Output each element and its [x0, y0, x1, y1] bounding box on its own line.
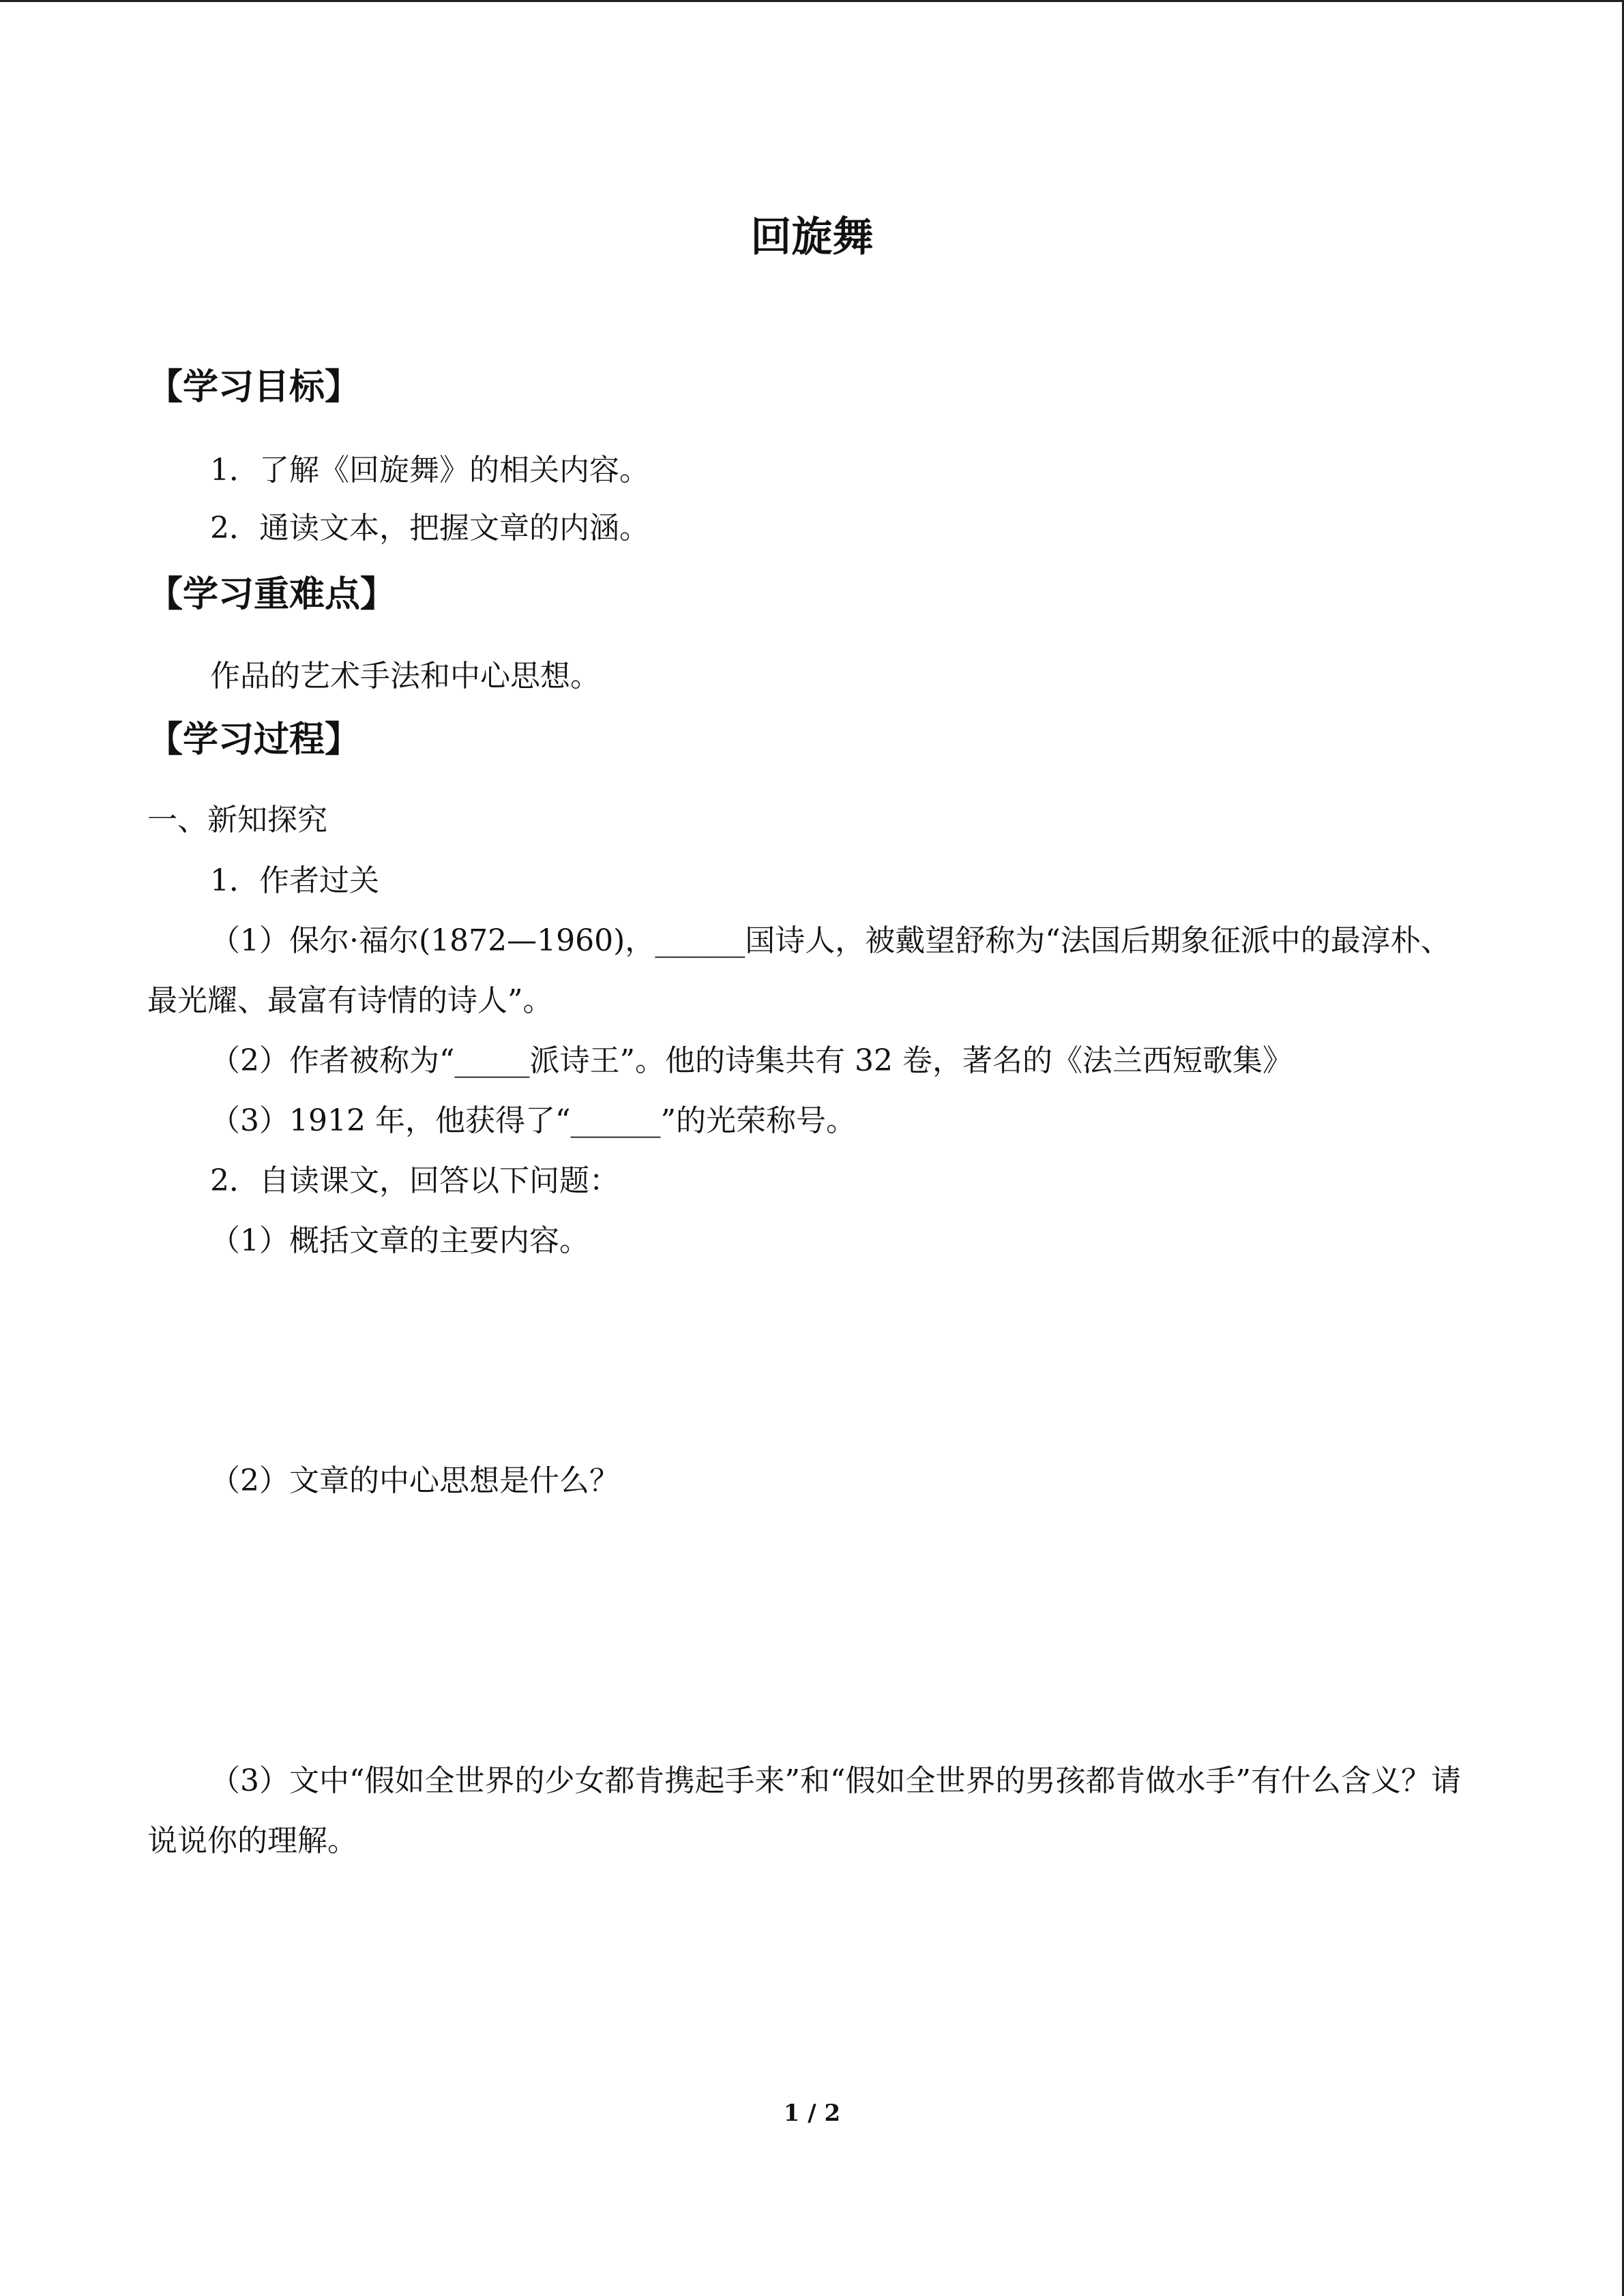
reading-question-3: （3）文中“假如全世界的少女都肯携起手来”和“假如全世界的男孩都肯做水手”有什么含义？请说说你的理解。: [147, 1763, 1461, 1858]
reading-question-2: （2）文章的中心思想是什么？: [210, 1463, 619, 1498]
reading-question-1: （1）概括文章的主要内容。: [210, 1223, 589, 1258]
key-points-heading: 【学习重难点】: [147, 574, 396, 615]
key-points-text: 作品的艺术手法和中心思想。: [210, 659, 600, 694]
objectives-heading: 【学习目标】: [147, 367, 361, 408]
author-question-1: （1）保尔·福尔(1872—1960)，______国诗人，被戴望舒称为“法国后期象征派中的最淳朴、最光耀、最富有诗情的诗人”。: [147, 923, 1451, 1018]
objective-item-1: 1．了解《回旋舞》的相关内容。: [210, 453, 649, 488]
reading-heading: 2．自读课文，回答以下问题：: [210, 1163, 619, 1198]
part-1-label: 一、新知探究: [147, 803, 327, 837]
page-number: 1 / 2: [783, 2100, 841, 2127]
objective-item-2: 2．通读文本，把握文章的内涵。: [210, 511, 649, 546]
author-question-3: （3）1912 年，他获得了“______”的光荣称号。: [210, 1103, 856, 1138]
author-question-2: （2）作者被称为“_____派诗王”。他的诗集共有 32 卷，著名的《法兰西短歌集》: [210, 1043, 1293, 1078]
page-top-border: [0, 0, 1624, 2]
author-heading: 1．作者过关: [210, 863, 379, 898]
document-title: 回旋舞: [750, 213, 874, 261]
process-heading: 【学习过程】: [147, 719, 361, 760]
